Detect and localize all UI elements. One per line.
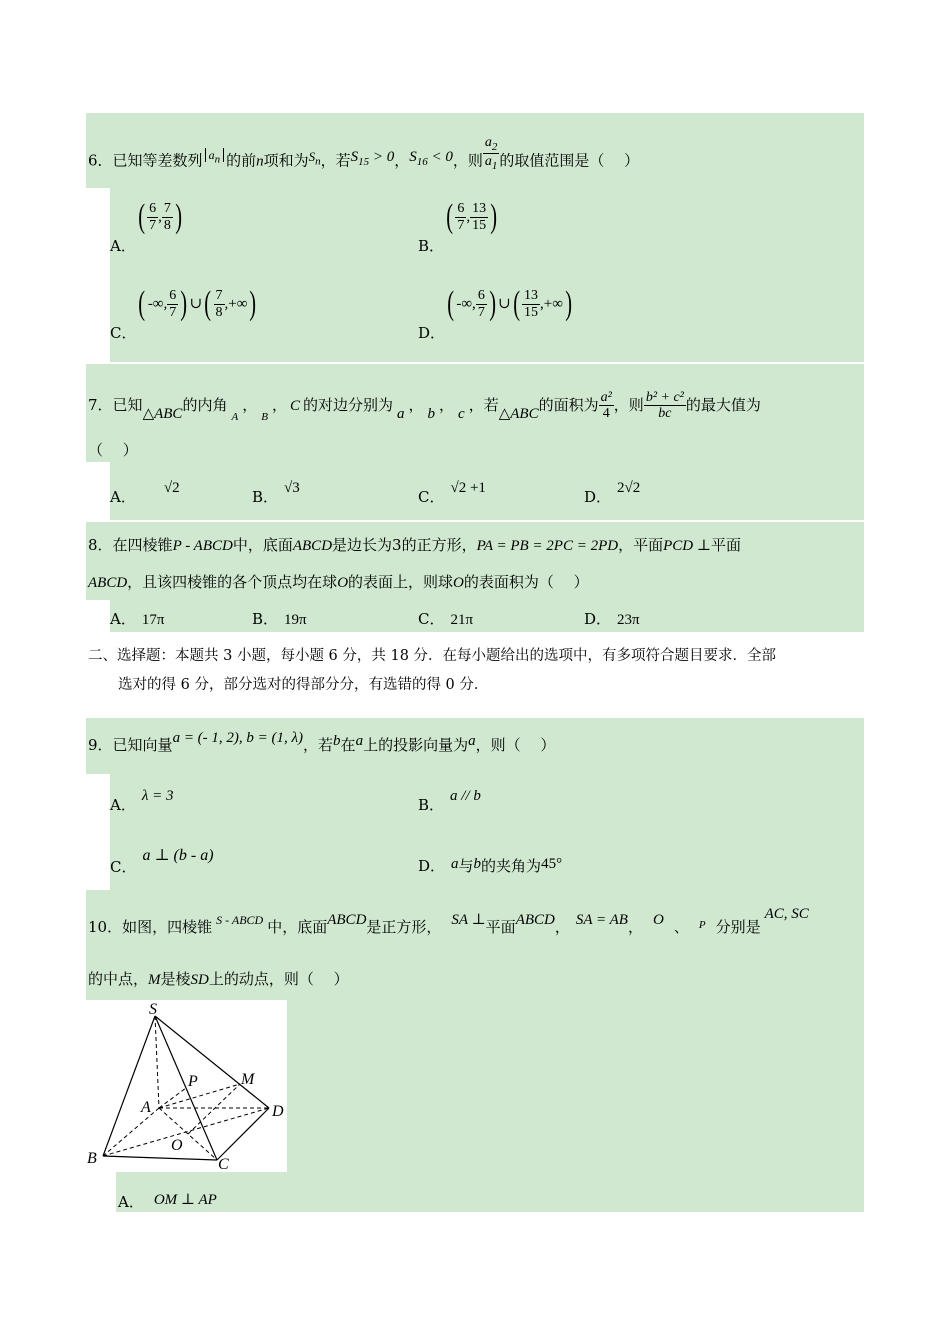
diag-BD <box>103 1108 269 1156</box>
q6-option-d[interactable]: D．( -∞, $\frac{6}{7}$ ) ∪( $\frac{13}{15}$ ,+∞) <box>418 285 573 342</box>
q6-option-b[interactable]: B．( $\frac{6}{7}$ , $\frac{13}{15}$ ) <box>418 198 498 255</box>
q9-option-c[interactable]: C．a ⊥ (b - a) <box>110 847 214 876</box>
q10-stem-line1: 10．如图，四棱锥 $^{S - ABCD}$ 中，底面ABCD是正方形， SA ⊥平面ABCD， SA = AB， O 、 $^P$ 分别是AC, SC <box>88 906 809 936</box>
section2-heading-line2: 选对的得 6 分，部分选对的得部分分，有选错的得 0 分． <box>118 677 489 693</box>
q8-stem-line2: ABCD，且该四棱锥的各个顶点均在球O的表面上，则球O的表面积为（ ） <box>88 573 589 591</box>
q6-stem: 6．已知等差数列 $^{a_n}$ 的前n项和为$S_n$，若$S_{15} > 0$，$S_{16} < 0$，则 $\frac{a_2}{a_1}$ 的取值范围是（ ） <box>88 135 640 172</box>
q10-stem-line2: 的中点，M是棱SD上的动点，则（ ） <box>88 970 349 988</box>
q8-stem-line1: 8．在四棱锥P - ABCD中，底面ABCD是边长为3的正方形，PA = PB = 2PC = 2PD，平面PCD ⊥平面 <box>88 536 741 554</box>
q6-option-a[interactable]: A．( $\frac{6}{7}$ , $\frac{7}{8}$ ) <box>110 198 182 255</box>
label-P: P <box>188 1073 198 1090</box>
edge-SA <box>155 1016 159 1108</box>
q7-paren: （ ） <box>88 441 138 459</box>
q8-option-c[interactable]: C． 21π <box>418 610 474 628</box>
label-D: D <box>272 1103 284 1120</box>
label-S: S <box>149 1001 157 1018</box>
q10-options-highlight <box>116 1172 864 1212</box>
edge-SD <box>155 1016 269 1108</box>
q7-option-b[interactable]: B． √3 <box>252 480 300 506</box>
q9-option-a[interactable]: A． λ = 3 <box>110 788 174 814</box>
edge-BC <box>103 1156 217 1160</box>
q7-option-c[interactable]: C． √2 +1 <box>418 480 486 506</box>
q9-option-d[interactable]: D． a与b的夹角为45° <box>418 856 563 875</box>
label-C: C <box>218 1156 229 1172</box>
q8-option-b[interactable]: B． 19π <box>252 610 307 628</box>
q10-right-highlight <box>287 1000 864 1172</box>
q10-option-a[interactable]: A． OM ⊥ AP <box>118 1192 217 1211</box>
q7-options-highlight <box>110 462 864 520</box>
q9-option-b[interactable]: B． a // b <box>418 788 481 814</box>
label-B: B <box>87 1150 97 1167</box>
edge-SB <box>103 1016 155 1156</box>
q7-option-a[interactable]: A． √2 <box>110 480 180 506</box>
q8-option-d[interactable]: D． 23π <box>584 610 640 628</box>
q7-option-d[interactable]: D． 2√2 <box>584 480 641 506</box>
section2-heading-line1: 二、选择题：本题共 3 小题，每小题 6 分，共 18 分．在每小题给出的选项中，有多项符合题目要求．全部 <box>88 648 777 664</box>
q7-stem: 7．已知△ABC的内角$_A$，$_B$， C 的对边分别为 a ， b ， c ，若△ABC的面积为 $\frac{\text{a²}}{4}$ ，则 $\frac{\text{b² + c²}}{bc}$ 的最大值为 <box>88 390 761 423</box>
q6-option-c[interactable]: C．( -∞, $\frac{6}{7}$ ) ∪( $\frac{7}{8}$ ,+∞) <box>110 285 257 342</box>
label-A: A <box>141 1099 151 1116</box>
q10-pyramid-figure <box>87 1000 287 1172</box>
seg-AP <box>159 1088 186 1108</box>
q8-option-a[interactable]: A． 17π <box>110 610 165 628</box>
label-M: M <box>241 1071 255 1088</box>
q9-stem: 9．已知向量a = (- 1, 2), b = (1, λ)，若b在a上的投影向量为a，则（ ） <box>88 730 556 754</box>
edge-CD <box>217 1108 269 1160</box>
seg-AM <box>159 1084 240 1108</box>
q8-options-highlight <box>110 600 864 632</box>
label-O: O <box>171 1137 183 1154</box>
